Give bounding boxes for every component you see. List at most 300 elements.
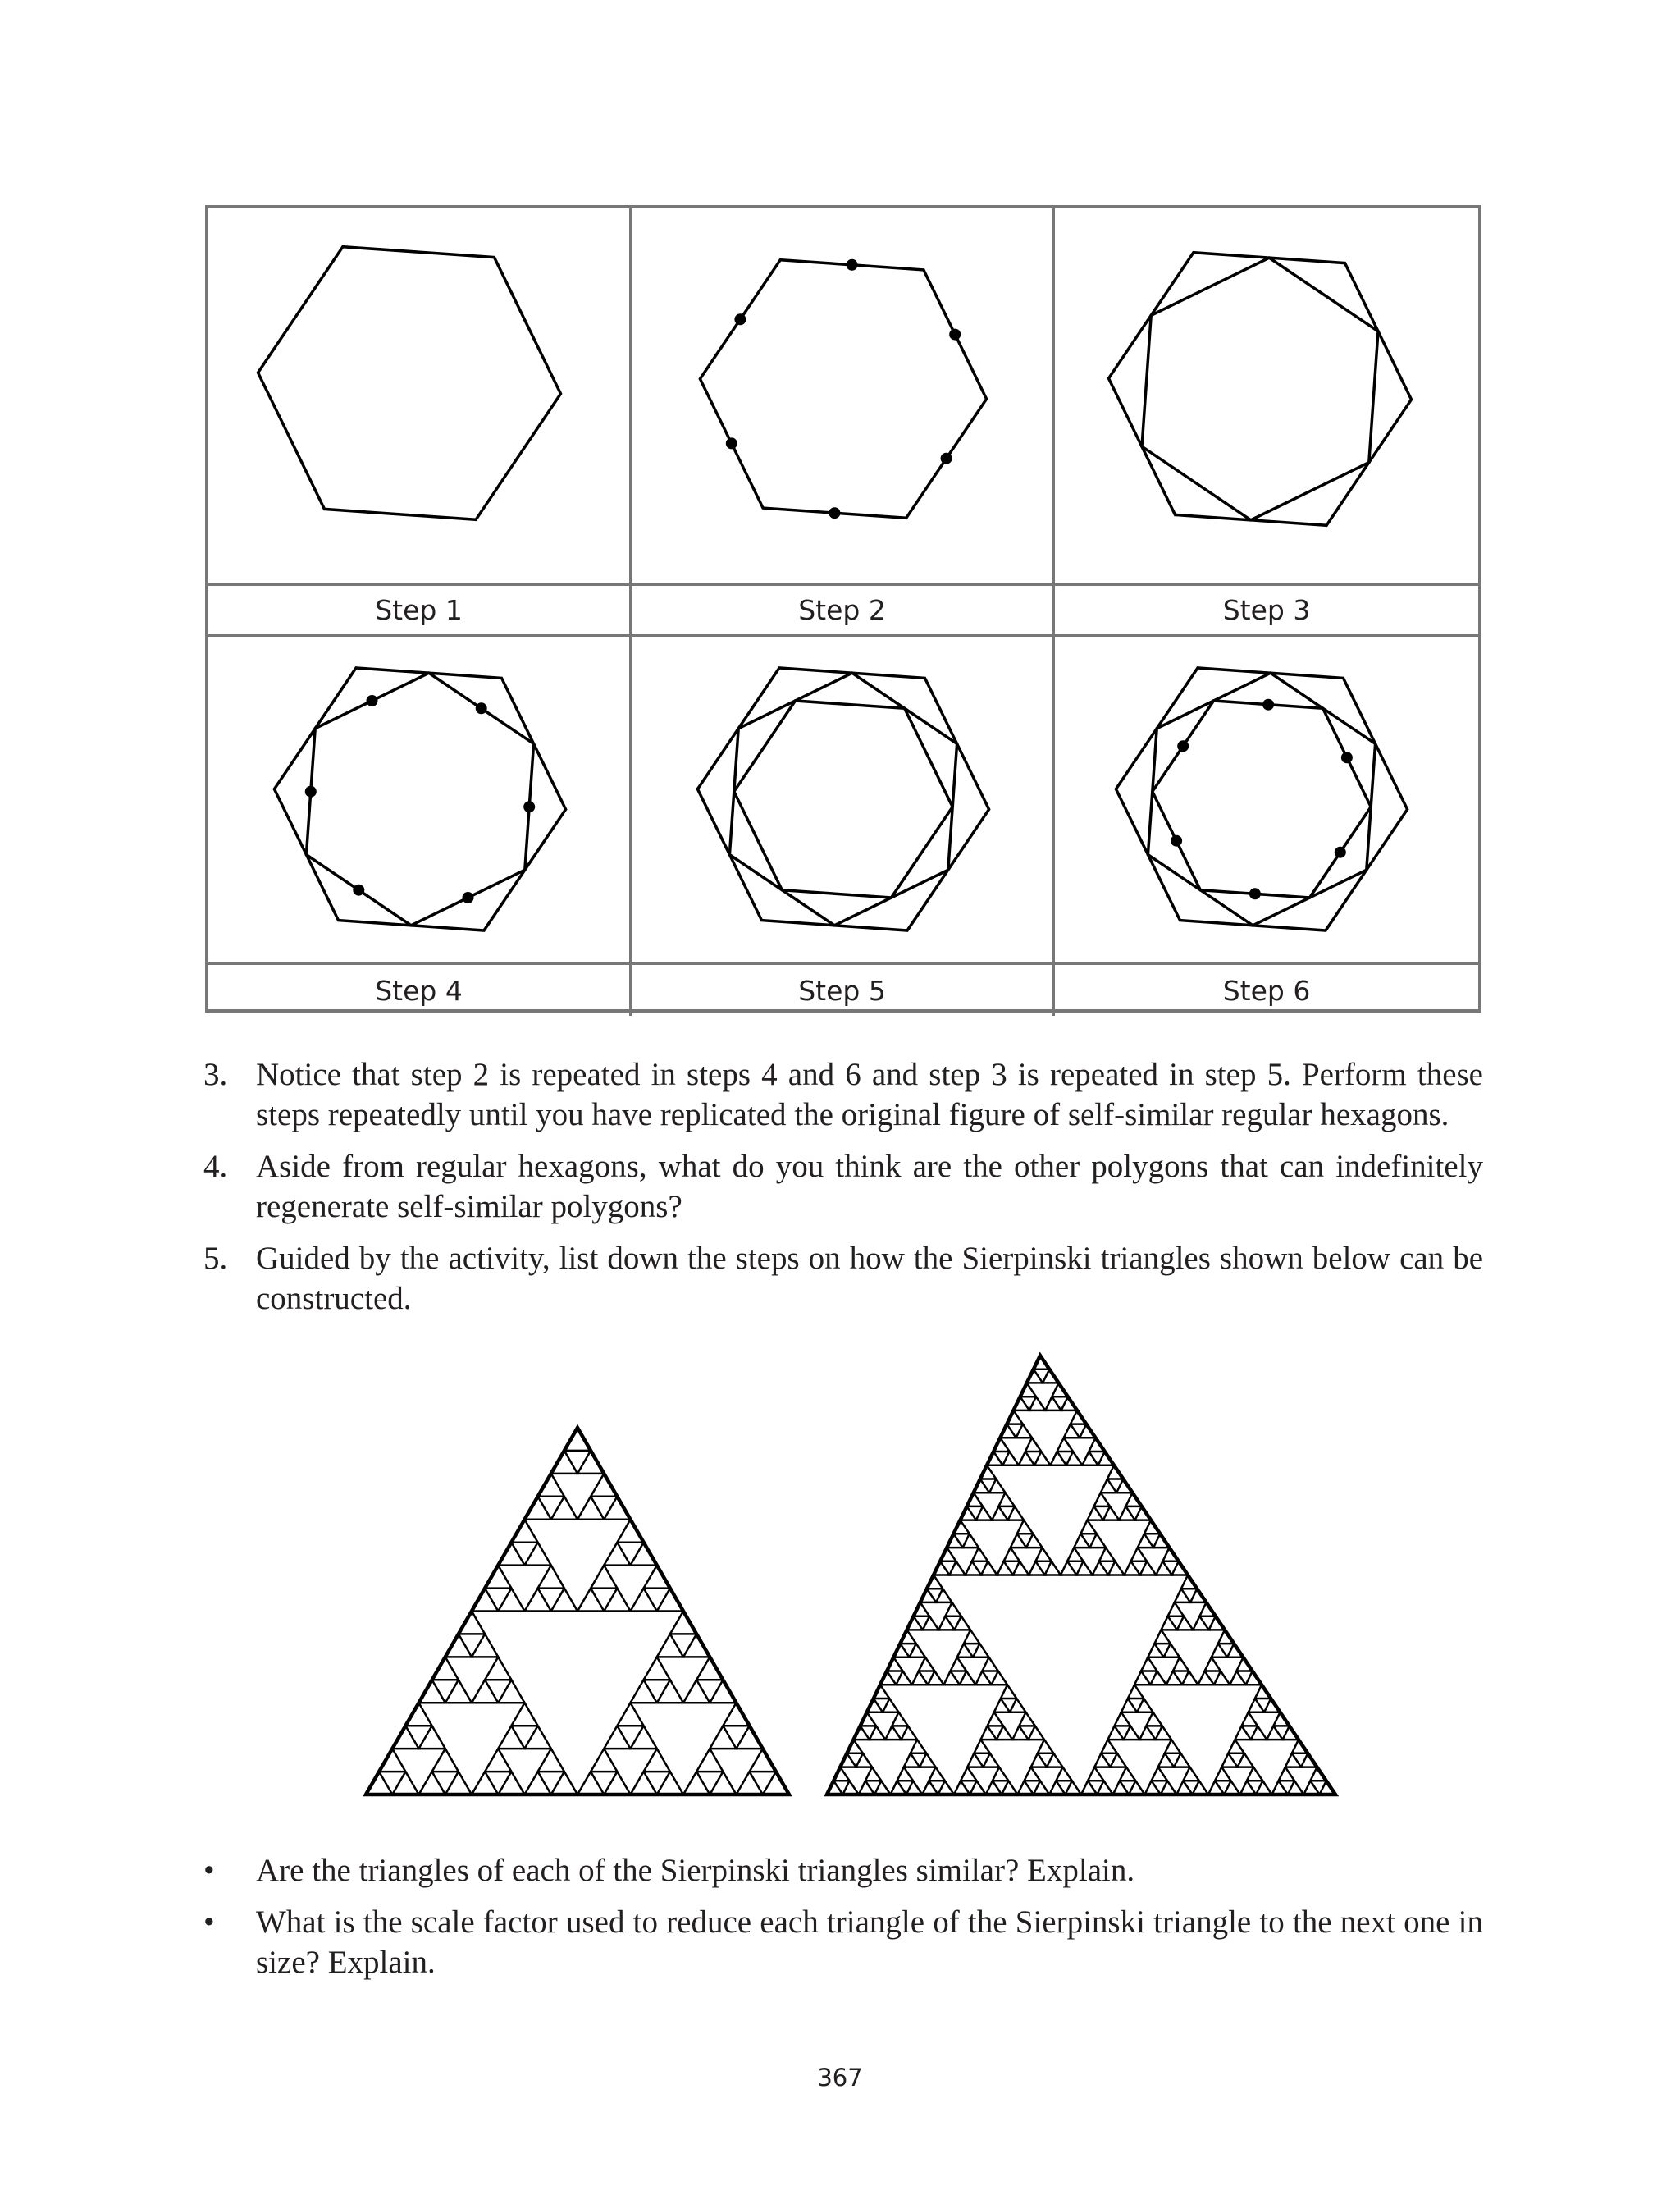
step-1-label: Step 1	[208, 586, 632, 637]
sierpinski-subtriangle	[525, 1589, 551, 1612]
sierpinski-subtriangle	[1164, 1644, 1180, 1657]
page-number: 367	[817, 2064, 863, 2092]
sierpinski-subtriangle	[1161, 1781, 1176, 1795]
inscribed-hexagon	[1153, 701, 1371, 898]
midpoint-dot	[1335, 847, 1346, 858]
sierpinski-subtriangle	[922, 1781, 938, 1795]
sierpinski-subtriangle	[896, 1671, 911, 1685]
sierpinski-subtriangle	[1205, 1657, 1221, 1671]
sierpinski-subtriangle	[657, 1772, 683, 1795]
hexagon-outline	[697, 668, 988, 930]
sierpinski-subtriangle	[1061, 1561, 1076, 1575]
inscribed-hexagon	[734, 701, 952, 898]
step-1-figure	[208, 208, 632, 586]
sierpinski-subtriangle	[1082, 1452, 1098, 1465]
step-6-label: Step 6	[1222, 974, 1311, 1007]
sierpinski-subtriangle	[929, 1767, 944, 1781]
sierpinski-subtriangle	[1150, 1671, 1166, 1685]
sierpinski-subtriangle	[1145, 1781, 1161, 1795]
sierpinski-subtriangle	[1026, 1534, 1042, 1548]
sierpinski-subtriangle	[1016, 1424, 1032, 1438]
sierpinski-subtriangle	[1111, 1753, 1126, 1767]
sierpinski-subtriangle	[1193, 1616, 1208, 1630]
sierpinski-subtriangle	[892, 1712, 907, 1726]
sierpinski-subtriangle	[961, 1767, 976, 1781]
sierpinski-subtriangle	[1045, 1561, 1061, 1575]
sierpinski-subtriangle	[994, 1699, 1010, 1712]
midpoint-dot	[367, 695, 378, 706]
sierpinski-subtriangle	[1051, 1452, 1066, 1465]
step-5-label: Step 5	[632, 965, 1055, 1016]
sierpinski-subtriangle	[710, 1726, 736, 1749]
sierpinski-subtriangle	[904, 1753, 920, 1767]
sierpinski-subtriangle	[525, 1772, 551, 1795]
sierpinski-subtriangle	[993, 1767, 1008, 1781]
question-item	[203, 1146, 1483, 1227]
sierpinski-subtriangle	[897, 1767, 913, 1781]
hexagon-outline	[274, 668, 565, 930]
sierpinski-subtriangle	[1212, 1644, 1227, 1657]
sierpinski-subtriangle	[1038, 1740, 1053, 1753]
sierpinski-subtriangle	[974, 1740, 989, 1753]
sierpinski-subtriangle	[631, 1772, 657, 1795]
sierpinski-subtriangle	[870, 1726, 885, 1740]
hexagon-outline	[258, 247, 561, 520]
sierpinski-subtriangle	[1002, 1781, 1017, 1795]
sierpinski-subtriangle	[1012, 1726, 1028, 1740]
sierpinski-subtriangle	[1074, 1534, 1089, 1548]
sierpinski-subtriangle	[1214, 1671, 1230, 1685]
sierpinski-subtriangle	[982, 1657, 998, 1671]
midpoint-dot	[1177, 740, 1189, 752]
midpoint-dot	[1341, 752, 1353, 763]
sierpinski-left	[366, 1428, 789, 1795]
sierpinski-subtriangle	[1148, 1644, 1163, 1657]
sierpinski-subtriangle	[1267, 1726, 1282, 1740]
step-4-hexagon-drawing	[208, 637, 629, 962]
sierpinski-subtriangle	[923, 1616, 938, 1630]
sierpinski-subtriangle	[1029, 1726, 1044, 1740]
bullet-item	[203, 1850, 1483, 1891]
sierpinski-subtriangle	[883, 1699, 898, 1712]
sierpinski-subtriangle	[631, 1589, 657, 1612]
inscribed-hexagon	[1142, 258, 1378, 520]
midpoint-dot	[1249, 888, 1261, 899]
sierpinski-subtriangle	[970, 1781, 985, 1795]
sierpinski-subtriangle	[992, 1671, 1007, 1685]
sierpinski-subtriangle	[1066, 1452, 1082, 1465]
sierpinski-subtriangle	[1004, 1548, 1020, 1561]
sierpinski-subtriangle	[912, 1671, 928, 1685]
sierpinski-subtriangle	[1129, 1781, 1144, 1795]
step-2-hexagon-drawing	[632, 208, 1052, 583]
sierpinski-subtriangle	[1019, 1452, 1034, 1465]
sierpinski-subtriangle	[1131, 1548, 1147, 1561]
midpoint-dot	[305, 786, 317, 798]
sierpinski-subtriangle	[1094, 1493, 1110, 1506]
sierpinski-subtriangle	[591, 1749, 617, 1772]
sierpinski-subtriangle	[644, 1657, 670, 1680]
sierpinski-subtriangle	[966, 1561, 981, 1575]
sierpinski-subtriangle	[1025, 1438, 1041, 1452]
question-item	[203, 1238, 1483, 1319]
midpoint-dot	[949, 329, 961, 341]
sierpinski-subtriangle	[1141, 1657, 1157, 1671]
sierpinski-subtriangle	[1154, 1630, 1170, 1644]
sierpinski-subtriangle	[1121, 1699, 1137, 1712]
sierpinski-subtriangle	[1120, 1767, 1135, 1781]
sierpinski-subtriangle	[1090, 1534, 1106, 1548]
sierpinski-subtriangle	[445, 1772, 472, 1795]
midpoint-dot	[726, 437, 737, 449]
midpoint-dot	[1262, 699, 1274, 711]
sierpinski-subtriangle	[578, 1589, 604, 1612]
sierpinski-subtriangle	[1173, 1657, 1189, 1671]
sierpinski-subtriangle	[1198, 1671, 1214, 1685]
sierpinski-subtriangle	[963, 1534, 979, 1548]
sierpinski-subtriangle	[992, 1506, 1007, 1520]
step-5-figure	[632, 637, 1055, 965]
step-6-figure	[1055, 637, 1478, 965]
midpoint-dot	[463, 892, 474, 903]
sierpinski-subtriangle	[1035, 1548, 1051, 1561]
bullet-text: Are the triangles of each of the Sierpinski triangles similar? Explain.	[256, 1853, 1135, 1888]
sierpinski-subtriangle	[951, 1657, 966, 1671]
sierpinski-subtriangle	[1049, 1781, 1065, 1795]
sierpinski-subtriangle	[944, 1671, 960, 1685]
sierpinski-subtriangle	[498, 1726, 524, 1749]
sierpinski-subtriangle	[1156, 1726, 1171, 1740]
sierpinski-subtriangle	[1001, 1685, 1016, 1699]
inscribed-hexagon	[1148, 673, 1375, 926]
midpoint-dot	[941, 453, 952, 464]
sierpinski-subtriangle	[1137, 1699, 1153, 1712]
midpoint-dot	[1171, 835, 1182, 847]
sierpinski-subtriangle	[1115, 1712, 1130, 1726]
sierpinski-subtriangle	[1249, 1699, 1264, 1712]
sierpinski-subtriangle	[1208, 1781, 1224, 1795]
sierpinski-subtriangle	[392, 1772, 418, 1795]
sierpinski-triangles-figure	[0, 1337, 1680, 1805]
sierpinski-subtriangle	[1165, 1740, 1180, 1753]
sierpinski-subtriangle	[988, 1712, 1003, 1726]
sierpinski-subtriangle	[1177, 1616, 1193, 1630]
midpoint-dot	[847, 259, 858, 271]
sierpinski-subtriangle	[683, 1772, 710, 1795]
question-list	[203, 1054, 1483, 1330]
sierpinski-subtriangle	[972, 1548, 988, 1561]
sierpinski-subtriangle	[1272, 1781, 1288, 1795]
sierpinski-subtriangle	[1029, 1397, 1045, 1410]
sierpinski-subtriangle	[955, 1616, 970, 1630]
sierpinski-subtriangle	[1183, 1767, 1198, 1781]
midpoint-dot	[523, 801, 535, 812]
sierpinski-subtriangle	[1240, 1781, 1256, 1795]
sierpinski-subtriangle	[1235, 1726, 1251, 1740]
bullet-icon: •	[203, 1853, 215, 1888]
sierpinski-subtriangle	[859, 1781, 874, 1795]
sierpinski-subtriangle	[1045, 1397, 1061, 1410]
sierpinski-subtriangle	[1124, 1726, 1139, 1740]
step-5-hexagon-drawing	[632, 637, 1052, 962]
sierpinski-subtriangle	[975, 1671, 991, 1685]
midpoint-dot	[353, 885, 364, 896]
sierpinski-subtriangle	[891, 1781, 906, 1795]
sierpinski-subtriangle	[538, 1566, 564, 1589]
sierpinski-subtriangle	[1101, 1479, 1116, 1493]
sierpinski-subtriangle	[957, 1644, 973, 1657]
sierpinski-subtriangle	[885, 1726, 901, 1740]
sierpinski-subtriangle	[976, 1506, 992, 1520]
hexagon-outline	[700, 260, 986, 519]
sierpinski-subtriangle	[1134, 1671, 1150, 1685]
hexagon-outline	[1109, 253, 1412, 526]
sierpinski-subtriangle	[1029, 1561, 1044, 1575]
sierpinski-subtriangle	[1018, 1781, 1034, 1795]
question-number: 5.	[203, 1241, 228, 1276]
sierpinski-subtriangle	[1034, 1781, 1049, 1795]
sierpinski-subtriangle	[472, 1772, 498, 1795]
sierpinski-subtriangle	[1093, 1561, 1108, 1575]
sierpinski-subtriangle	[1047, 1753, 1062, 1767]
sierpinski-subtriangle	[949, 1561, 965, 1575]
sierpinski-subtriangle	[737, 1772, 763, 1795]
sierpinski-subtriangle	[1076, 1561, 1092, 1575]
sierpinski-subtriangle	[936, 1589, 952, 1602]
sierpinski-subtriangle	[604, 1543, 630, 1566]
sierpinski-subtriangle	[1247, 1767, 1262, 1781]
sierpinski-subtriangle	[578, 1497, 604, 1520]
sierpinski-subtriangle	[604, 1589, 630, 1612]
sierpinski-subtriangle	[498, 1589, 524, 1612]
step-6-hexagon-drawing	[1055, 637, 1478, 962]
sierpinski-subtriangle	[1066, 1781, 1081, 1795]
sierpinski-subtriangle	[1097, 1781, 1112, 1795]
step-3-hexagon-drawing	[1055, 208, 1478, 583]
sierpinski-subtriangle	[631, 1726, 657, 1749]
sierpinski-subtriangle	[1166, 1671, 1182, 1685]
question-text: Notice that step 2 is repeated in steps 4 and 6 and step 3 is repeated in step 5. Perform these steps repeatedly until you have replicated the original figure of self-similar regular hexagons.	[256, 1057, 1483, 1132]
sierpinski-subtriangle	[1025, 1767, 1040, 1781]
sierpinski-subtriangle	[1285, 1753, 1301, 1767]
sierpinski-subtriangle	[1081, 1781, 1097, 1795]
sierpinski-subtriangle	[578, 1772, 604, 1795]
sierpinski-subtriangle	[1156, 1561, 1171, 1575]
step-2-label: Step 2	[632, 586, 1055, 637]
sierpinski-subtriangle	[1057, 1438, 1073, 1452]
sierpinski-subtriangle	[874, 1781, 890, 1795]
bullet-item	[203, 1902, 1483, 1982]
sierpinski-subtriangle	[472, 1634, 498, 1657]
sierpinski-subtriangle	[842, 1781, 858, 1795]
sierpinski-subtriangle	[1175, 1589, 1190, 1602]
step-4-figure	[208, 637, 632, 965]
sierpinski-subtriangle	[1288, 1781, 1303, 1795]
sierpinski-subtriangle	[472, 1680, 498, 1703]
sierpinski-subtriangle	[498, 1772, 524, 1795]
sierpinski-subtriangle	[984, 1753, 999, 1767]
sierpinski-subtriangle	[1113, 1781, 1129, 1795]
sierpinski-subtriangle	[1119, 1506, 1134, 1520]
sierpinski-subtriangle	[910, 1644, 925, 1657]
sierpinski-subtriangle	[1056, 1767, 1071, 1781]
midpoint-dot	[734, 313, 746, 325]
sierpinski-subtriangle	[1128, 1685, 1144, 1699]
sierpinski-subtriangle	[419, 1726, 445, 1749]
sierpinski-subtriangle	[1013, 1561, 1029, 1575]
sierpinski-subtriangle	[865, 1767, 881, 1781]
sierpinski-subtriangle	[1146, 1712, 1162, 1726]
hexagon-outline	[1116, 668, 1407, 930]
sierpinski-subtriangle	[986, 1781, 1002, 1795]
sierpinski-subtriangle	[911, 1740, 926, 1753]
hexagon-steps-figure	[205, 205, 1481, 1013]
sierpinski-subtriangle	[1067, 1548, 1083, 1561]
sierpinski-subtriangle	[1094, 1753, 1110, 1767]
step-1-hexagon-drawing	[208, 208, 629, 583]
sierpinski-subtriangle	[631, 1680, 657, 1703]
sierpinski-subtriangle	[919, 1657, 934, 1671]
sierpinski-subtriangle	[1138, 1534, 1153, 1548]
sierpinski-subtriangle	[1221, 1753, 1237, 1767]
sierpinski-subtriangle	[485, 1749, 511, 1772]
midpoint-dot	[476, 702, 487, 714]
sierpinski-subtriangle	[1230, 1671, 1245, 1685]
sierpinski-subtriangle	[1139, 1726, 1155, 1740]
sierpinski-subtriangle	[604, 1772, 630, 1795]
sierpinski-subtriangle	[551, 1589, 578, 1612]
sierpinski-subtriangle	[485, 1657, 511, 1680]
sierpinski-subtriangle	[967, 1753, 983, 1767]
sierpinski-subtriangle	[419, 1772, 445, 1795]
sierpinski-subtriangle	[604, 1726, 630, 1749]
question-number: 4.	[203, 1149, 228, 1184]
sierpinski-subtriangle	[551, 1772, 578, 1795]
sierpinski-subtriangle	[960, 1671, 975, 1685]
bullet-text: What is the scale factor used to reduce each triangle of the Sierpinski triangle to the next one in size? Explain.	[256, 1904, 1483, 1980]
sierpinski-subtriangle	[1017, 1520, 1033, 1534]
sierpinski-subtriangle	[644, 1749, 670, 1772]
sierpinski-subtriangle	[981, 1561, 997, 1575]
sierpinski-subtriangle	[1002, 1452, 1018, 1465]
sierpinski-subtriangle	[432, 1749, 459, 1772]
sierpinski-subtriangle	[525, 1726, 551, 1749]
sierpinski-subtriangle	[1108, 1561, 1124, 1575]
step-4-label: Step 4	[208, 965, 632, 1016]
sierpinski-subtriangle	[1176, 1781, 1192, 1795]
sierpinski-subtriangle	[683, 1680, 710, 1703]
sierpinski-subtriangle	[1031, 1753, 1047, 1767]
bullet-icon: •	[203, 1904, 215, 1940]
step-3-label: Step 3	[1055, 586, 1478, 637]
sierpinski-subtriangle	[954, 1781, 970, 1795]
sierpinski-subtriangle	[1228, 1740, 1244, 1753]
inscribed-hexagon	[729, 673, 956, 926]
sierpinski-subtriangle	[1010, 1699, 1025, 1712]
sierpinski-subtriangle	[1251, 1726, 1267, 1740]
sierpinski-subtriangle	[1099, 1548, 1115, 1561]
question-text: Aside from regular hexagons, what do you think are the other polygons that can indefinitely regenerate self-similar polygons?	[256, 1149, 1483, 1224]
sierpinski-subtriangle	[920, 1753, 935, 1767]
sierpinski-subtriangle	[1182, 1671, 1198, 1685]
sierpinski-subtriangle	[1125, 1561, 1140, 1575]
sierpinski-subtriangle	[1168, 1602, 1184, 1616]
sierpinski-subtriangle	[1256, 1781, 1271, 1795]
sierpinski-subtriangle	[525, 1543, 551, 1566]
sierpinski-subtriangle	[445, 1680, 472, 1703]
sierpinski-subtriangle	[1034, 1452, 1050, 1465]
sierpinski-subtriangle	[1008, 1506, 1024, 1520]
sierpinski-subtriangle	[906, 1781, 922, 1795]
sierpinski-subtriangle	[1162, 1616, 1177, 1630]
sierpinski-subtriangle	[1064, 1424, 1080, 1438]
sierpinski-subtriangle	[1140, 1561, 1156, 1575]
sierpinski-subtriangle	[928, 1671, 943, 1685]
sierpinski-subtriangle	[902, 1726, 917, 1740]
sierpinski-subtriangle	[657, 1634, 683, 1657]
question-text: Guided by the activity, list down the steps on how the Sierpinski triangles shown below can be constructed.	[256, 1241, 1483, 1316]
sierpinski-subtriangle	[1238, 1753, 1253, 1767]
sierpinski-subtriangle	[1158, 1753, 1174, 1767]
sierpinski-subtriangle	[1011, 1534, 1026, 1548]
midpoint-dot	[829, 507, 840, 519]
inscribed-hexagon	[306, 673, 533, 926]
sierpinski-subtriangle	[938, 1616, 954, 1630]
sierpinski-subtriangle	[498, 1680, 524, 1703]
sierpinski-subtriangle	[973, 1644, 988, 1657]
sierpinski-subtriangle	[856, 1753, 872, 1767]
sierpinski-subtriangle	[964, 1630, 979, 1644]
sierpinski-subtriangle	[1215, 1767, 1230, 1781]
sierpinski-subtriangle	[511, 1703, 537, 1726]
sierpinski-subtriangle	[989, 1479, 1005, 1493]
sierpinski-subtriangle	[1303, 1781, 1319, 1795]
sierpinski-subtriangle	[1019, 1712, 1034, 1726]
question-number: 3.	[203, 1057, 228, 1092]
sierpinski-subtriangle	[1242, 1712, 1258, 1726]
sierpinski-subtriangle	[710, 1772, 736, 1795]
sierpinski-subtriangle	[1152, 1767, 1167, 1781]
sierpinski-subtriangle	[617, 1703, 643, 1726]
sierpinski-right	[827, 1356, 1335, 1795]
sierpinski-subtriangle	[551, 1497, 578, 1520]
sierpinski-subtriangle	[998, 1561, 1013, 1575]
sierpinski-subtriangle	[1108, 1726, 1124, 1740]
sierpinski-subtriangle	[1174, 1753, 1189, 1767]
sierpinski-subtriangle	[1088, 1506, 1103, 1520]
step-2-figure	[632, 208, 1055, 586]
sierpinski-subtriangle	[945, 1602, 961, 1616]
sierpinski-subtriangle	[696, 1749, 723, 1772]
sierpinski-subtriangle	[997, 1726, 1012, 1740]
sierpinski-subtriangle	[981, 1726, 997, 1740]
sierpinski-subtriangle	[591, 1566, 617, 1589]
sierpinski-subtriangle	[1080, 1520, 1096, 1534]
sierpinski-subtriangle	[1279, 1767, 1294, 1781]
sierpinski-subtriangle	[998, 1493, 1014, 1506]
sierpinski-subtriangle	[657, 1680, 683, 1703]
sierpinski-subtriangle	[1224, 1781, 1239, 1795]
sierpinski-subtriangle	[1103, 1506, 1119, 1520]
step-3-figure	[1055, 208, 1478, 586]
sierpinski-subtriangle	[1101, 1740, 1116, 1753]
question-item	[203, 1054, 1483, 1135]
bullet-question-list	[203, 1850, 1483, 1994]
sierpinski-subtriangle	[538, 1749, 564, 1772]
sierpinski-subtriangle	[938, 1781, 954, 1795]
sierpinski-subtriangle	[1088, 1767, 1103, 1781]
sierpinski-subtriangle	[1193, 1781, 1208, 1795]
